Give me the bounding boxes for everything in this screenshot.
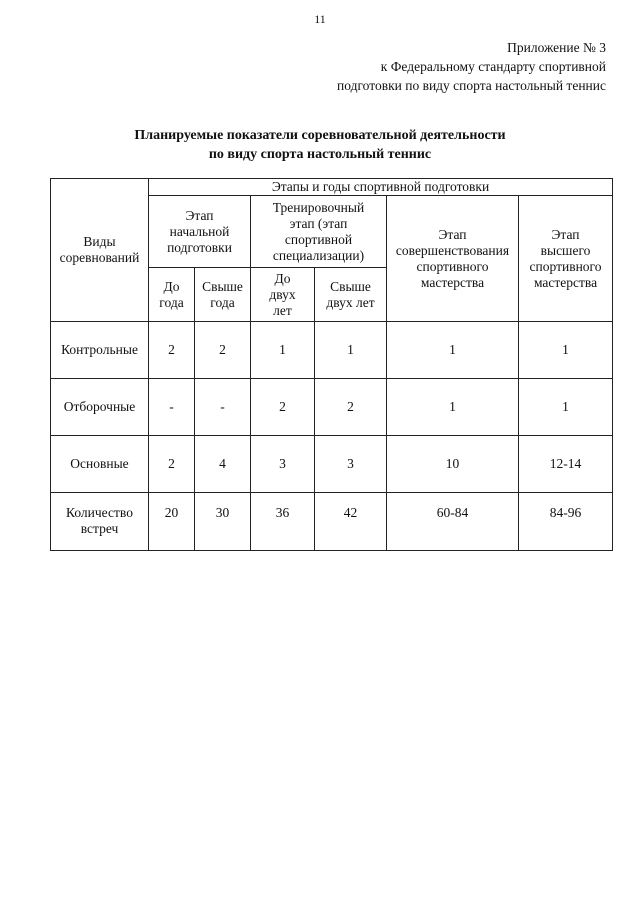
table-cell: 1: [519, 379, 613, 436]
table-cell: 2: [149, 436, 195, 493]
header-year-cell: Свыше двух лет: [315, 268, 387, 322]
header-competition-types: Виды соревнований: [51, 179, 149, 322]
header-improvement-stage: Этап совершенствования спортивного мастерства: [387, 196, 519, 322]
header-initial-stage: Этап начальной подготовки: [149, 196, 251, 268]
table-row: [51, 493, 613, 551]
document-title: [0, 126, 640, 164]
table-cell: 3: [315, 436, 387, 493]
table-cell: 2: [195, 322, 251, 379]
table-cell: 1: [251, 322, 315, 379]
title-line: Планируемые показатели соревновательной деятельности: [134, 128, 506, 143]
header-stages-group: Этапы и годы спортивной подготовки: [149, 179, 613, 196]
title-line: по виду спорта настольный теннис: [208, 147, 432, 162]
table-cell: 42: [315, 493, 387, 551]
header-year-cell: До двух лет: [251, 268, 315, 322]
table-cell: 1: [387, 322, 519, 379]
appendix-note: [337, 38, 606, 95]
table-cell: 3: [251, 436, 315, 493]
table-cell: 2: [251, 379, 315, 436]
page-number: 11: [314, 12, 326, 26]
table-cell: 60-84: [387, 493, 519, 551]
table-cell: 2: [149, 322, 195, 379]
competition-indicators-table: [50, 178, 613, 551]
table-row: [51, 379, 613, 436]
table-cell: 1: [519, 322, 613, 379]
row-label: Основные: [51, 436, 149, 493]
table-cell: -: [149, 379, 195, 436]
row-label: Количество встреч: [51, 493, 149, 551]
table-cell: 1: [387, 379, 519, 436]
table-cell: 20: [149, 493, 195, 551]
table-cell: 2: [315, 379, 387, 436]
table-cell: -: [195, 379, 251, 436]
table-cell: 36: [251, 493, 315, 551]
table-row: [51, 322, 613, 379]
table-cell: 84-96: [519, 493, 613, 551]
row-label: Отборочные: [51, 379, 149, 436]
table-cell: 10: [387, 436, 519, 493]
table-cell: 4: [195, 436, 251, 493]
row-label: Контрольные: [51, 322, 149, 379]
table-cell: 12-14: [519, 436, 613, 493]
table-cell: 1: [315, 322, 387, 379]
appendix-line: к Федеральному стандарту спортивной: [380, 59, 606, 74]
header-highest-stage: Этап высшего спортивного мастерства: [519, 196, 613, 322]
header-training-stage: Тренировочный этап (этап спортивной специализации): [251, 196, 387, 268]
appendix-line: подготовки по виду спорта настольный теннис: [337, 78, 606, 93]
header-year-cell: Свыше года: [195, 268, 251, 322]
table-row: [51, 436, 613, 493]
header-year-cell: До года: [149, 268, 195, 322]
appendix-line: Приложение № 3: [507, 40, 606, 55]
table-cell: 30: [195, 493, 251, 551]
